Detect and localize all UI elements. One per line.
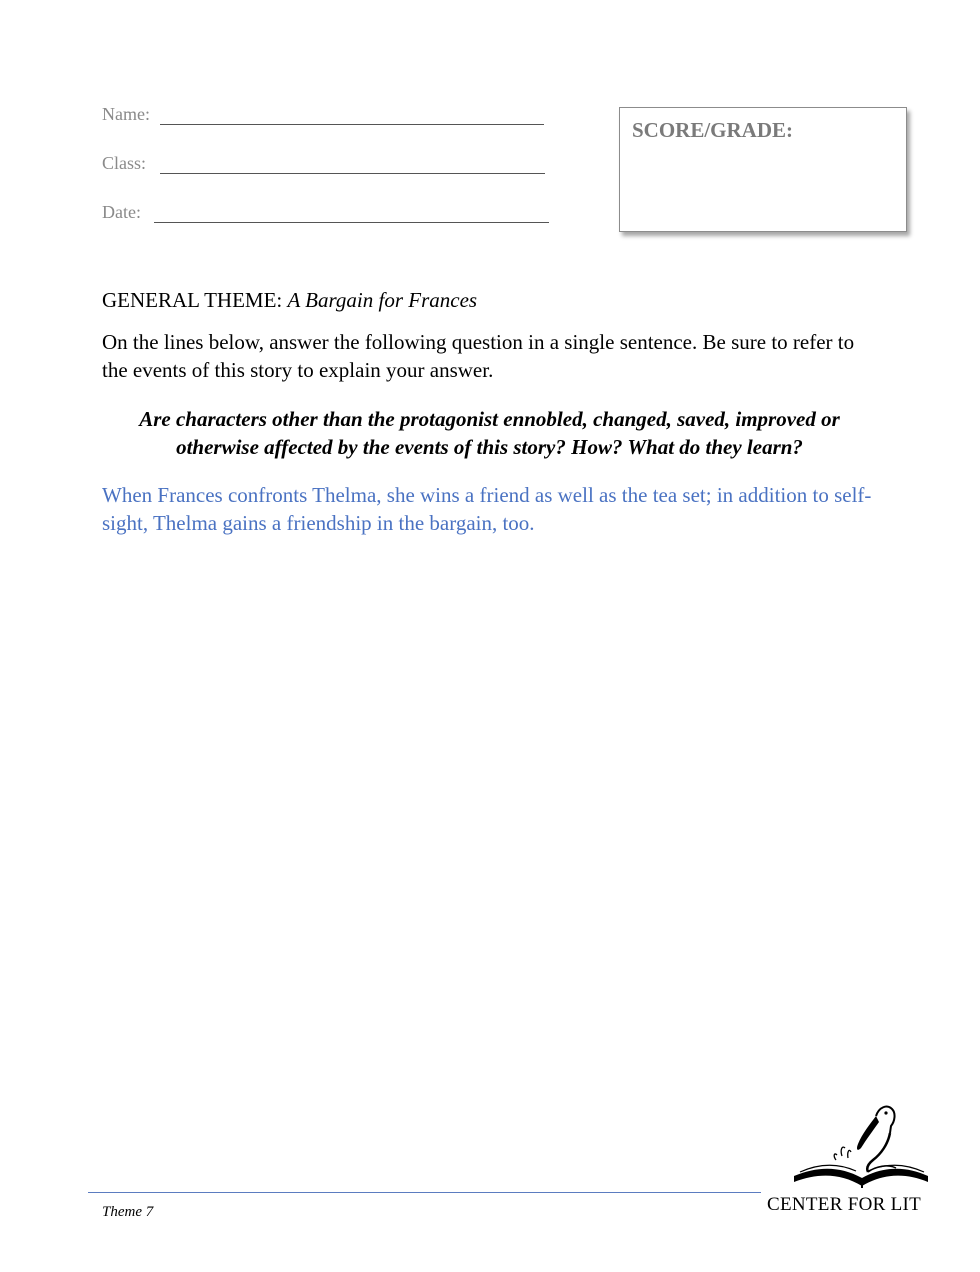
date-label: Date:	[102, 202, 141, 222]
answer-text: When Frances confronts Thelma, she wins a friend as well as the tea set; in addition to self-sight, Thelma gains a friendship in the bargain, too.	[102, 483, 872, 535]
class-field	[102, 153, 146, 174]
class-blank-line[interactable]	[160, 173, 545, 174]
footer-page-label: Theme 7	[102, 1204, 154, 1220]
score-grade-box	[619, 107, 907, 232]
date-field	[102, 202, 141, 223]
footer-divider	[88, 1192, 761, 1193]
center-for-lit-logo	[764, 1100, 940, 1220]
score-grade-label: SCORE/GRADE:	[632, 118, 794, 142]
name-field	[102, 104, 150, 125]
book-title: A Bargain for Frances	[287, 288, 478, 312]
instructions-text: On the lines below, answer the following question in a single sentence. Be sure to refer to the events of this story to explain your answer.	[102, 330, 855, 382]
class-label: Class:	[102, 153, 147, 173]
pelican-on-book-icon	[778, 1100, 928, 1196]
question-text: Are characters other than the protagonist ennobled, changed, saved, improved or otherwise affected by the events of this story? How? What do they learn?	[139, 407, 840, 459]
name-blank-line[interactable]	[160, 124, 544, 125]
logo-text: CENTER FOR LIT	[767, 1194, 922, 1215]
theme-prefix: GENERAL THEME:	[102, 288, 288, 312]
theme-heading	[102, 288, 477, 313]
name-label: Name:	[102, 104, 150, 124]
date-blank-line[interactable]	[154, 222, 549, 223]
